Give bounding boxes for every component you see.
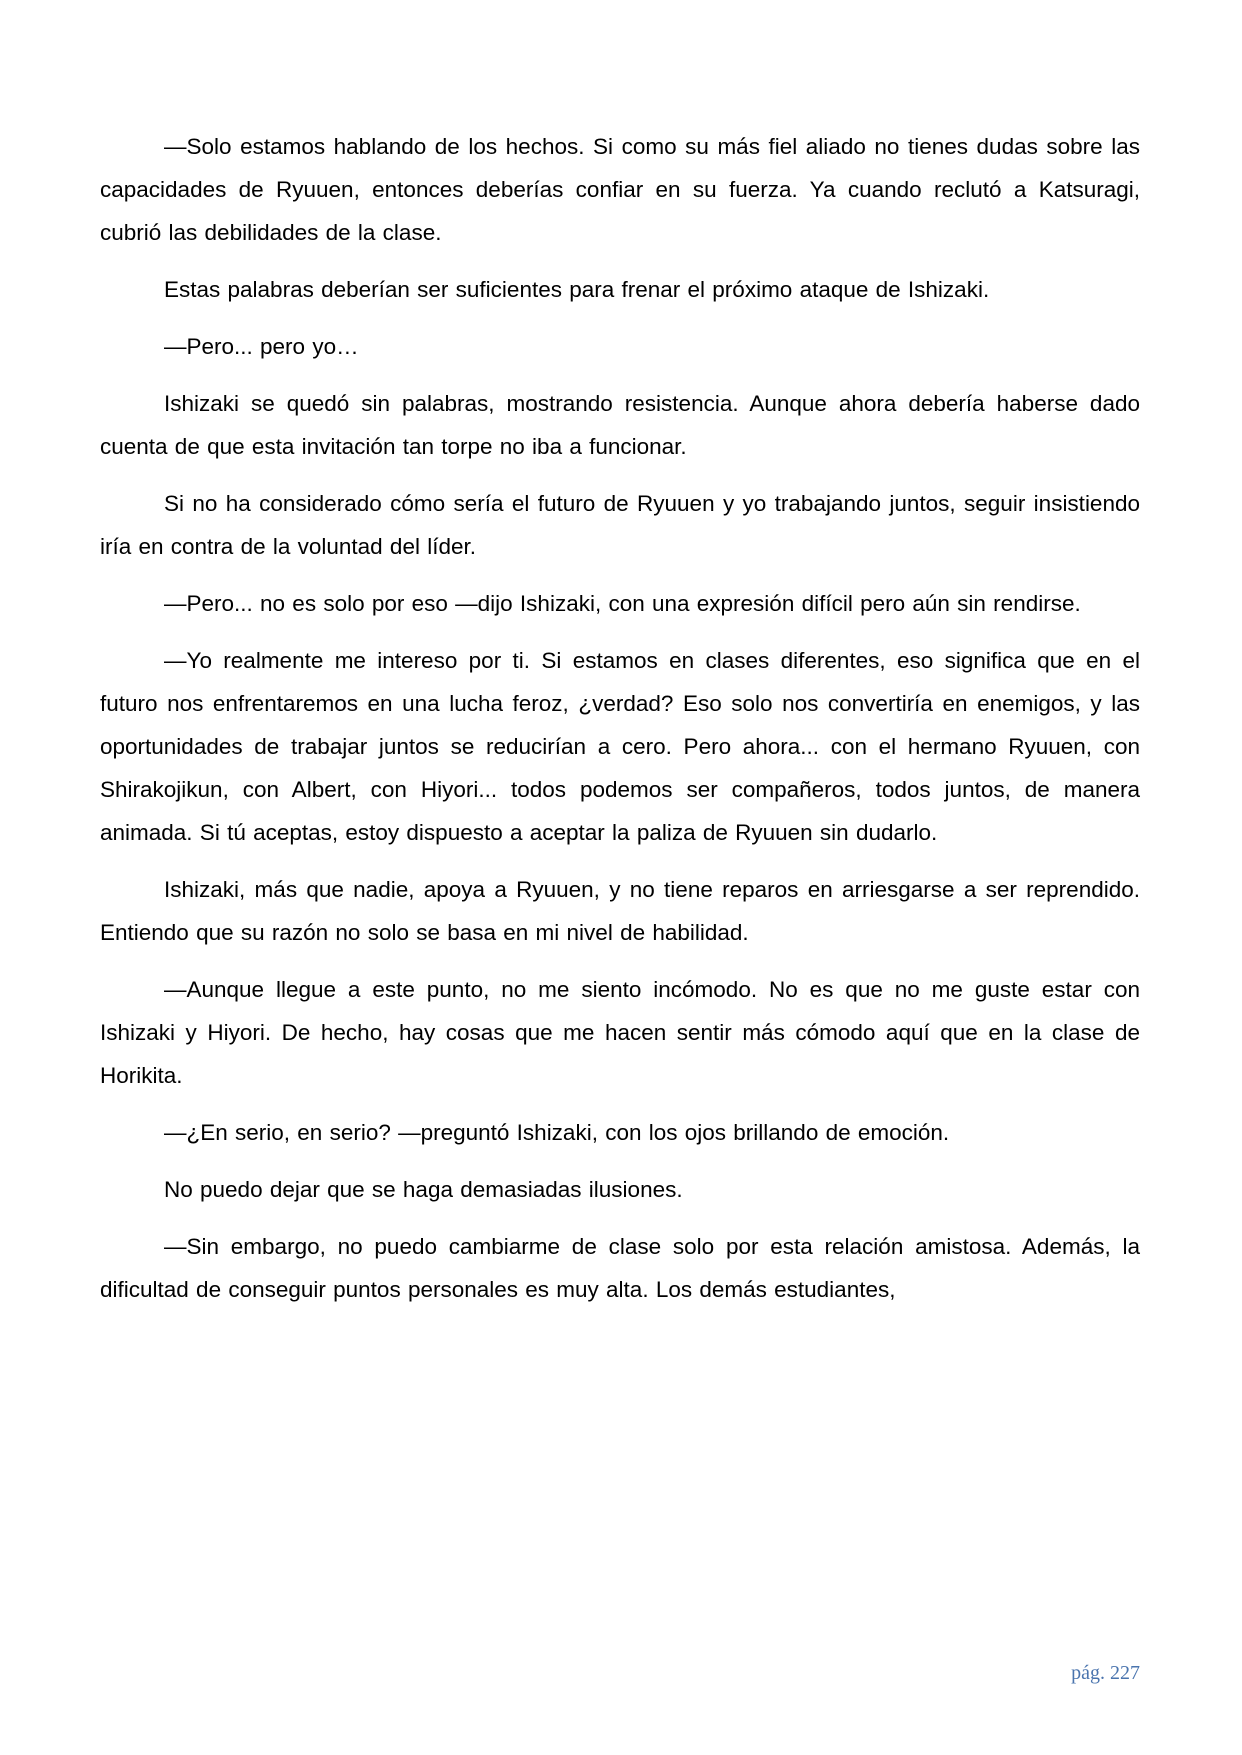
paragraph: Si no ha considerado cómo sería el futuro de Ryuuen y yo trabajando juntos, seguir insistiendo iría en contra de la voluntad del líder. [100, 491, 1140, 559]
paragraph: Ishizaki se quedó sin palabras, mostrando resistencia. Aunque ahora debería haberse dado cuenta de que esta invitación tan torpe no iba a funcionar. [100, 391, 1140, 459]
paragraph: —Yo realmente me intereso por ti. Si estamos en clases diferentes, eso significa que en el futuro nos enfrentaremos en una lucha feroz, ¿verdad? Eso solo nos convertiría en enemigos, y las oportunidades de trabajar juntos se reducirían a cero. Pero ahora... con el hermano Ryuuen, con Shirakojikun, con Albert, con Hiyori... todos podemos ser compañeros, todos juntos, de manera animada. Si tú aceptas, estoy dispuesto a aceptar la paliza de Ryuuen sin dudarlo. [100, 648, 1140, 845]
paragraph: —Pero... no es solo por eso —dijo Ishizaki, con una expresión difícil pero aún sin rendirse. [164, 591, 1081, 616]
paragraph: —Solo estamos hablando de los hechos. Si como su más fiel aliado no tienes dudas sobre las capacidades de Ryuuen, entonces deberías confiar en su fuerza. Ya cuando reclutó a Katsuragi, cubrió las debilidades de la clase. [100, 134, 1140, 245]
paragraph: —Sin embargo, no puedo cambiarme de clase solo por esta relación amistosa. Además, la dificultad de conseguir puntos personales es muy alta. Los demás estudiantes, [100, 1234, 1140, 1302]
paragraph: —Pero... pero yo… [164, 334, 359, 359]
page-body [100, 125, 1140, 1325]
page-footer [1071, 1661, 1140, 1685]
paragraph: —Aunque llegue a este punto, no me siento incómodo. No es que no me guste estar con Ishizaki y Hiyori. De hecho, hay cosas que me hacen sentir más cómodo aquí que en la clase de Horikita. [100, 977, 1140, 1088]
page-number: pág. 227 [1071, 1662, 1140, 1684]
paragraph: Estas palabras deberían ser suficientes para frenar el próximo ataque de Ishizaki. [164, 277, 990, 302]
paragraph: —¿En serio, en serio? —preguntó Ishizaki, con los ojos brillando de emoción. [164, 1120, 950, 1145]
paragraph: No puedo dejar que se haga demasiadas ilusiones. [164, 1177, 683, 1202]
paragraph: Ishizaki, más que nadie, apoya a Ryuuen, y no tiene reparos en arriesgarse a ser reprendido. Entiendo que su razón no solo se basa en mi nivel de habilidad. [100, 877, 1140, 945]
